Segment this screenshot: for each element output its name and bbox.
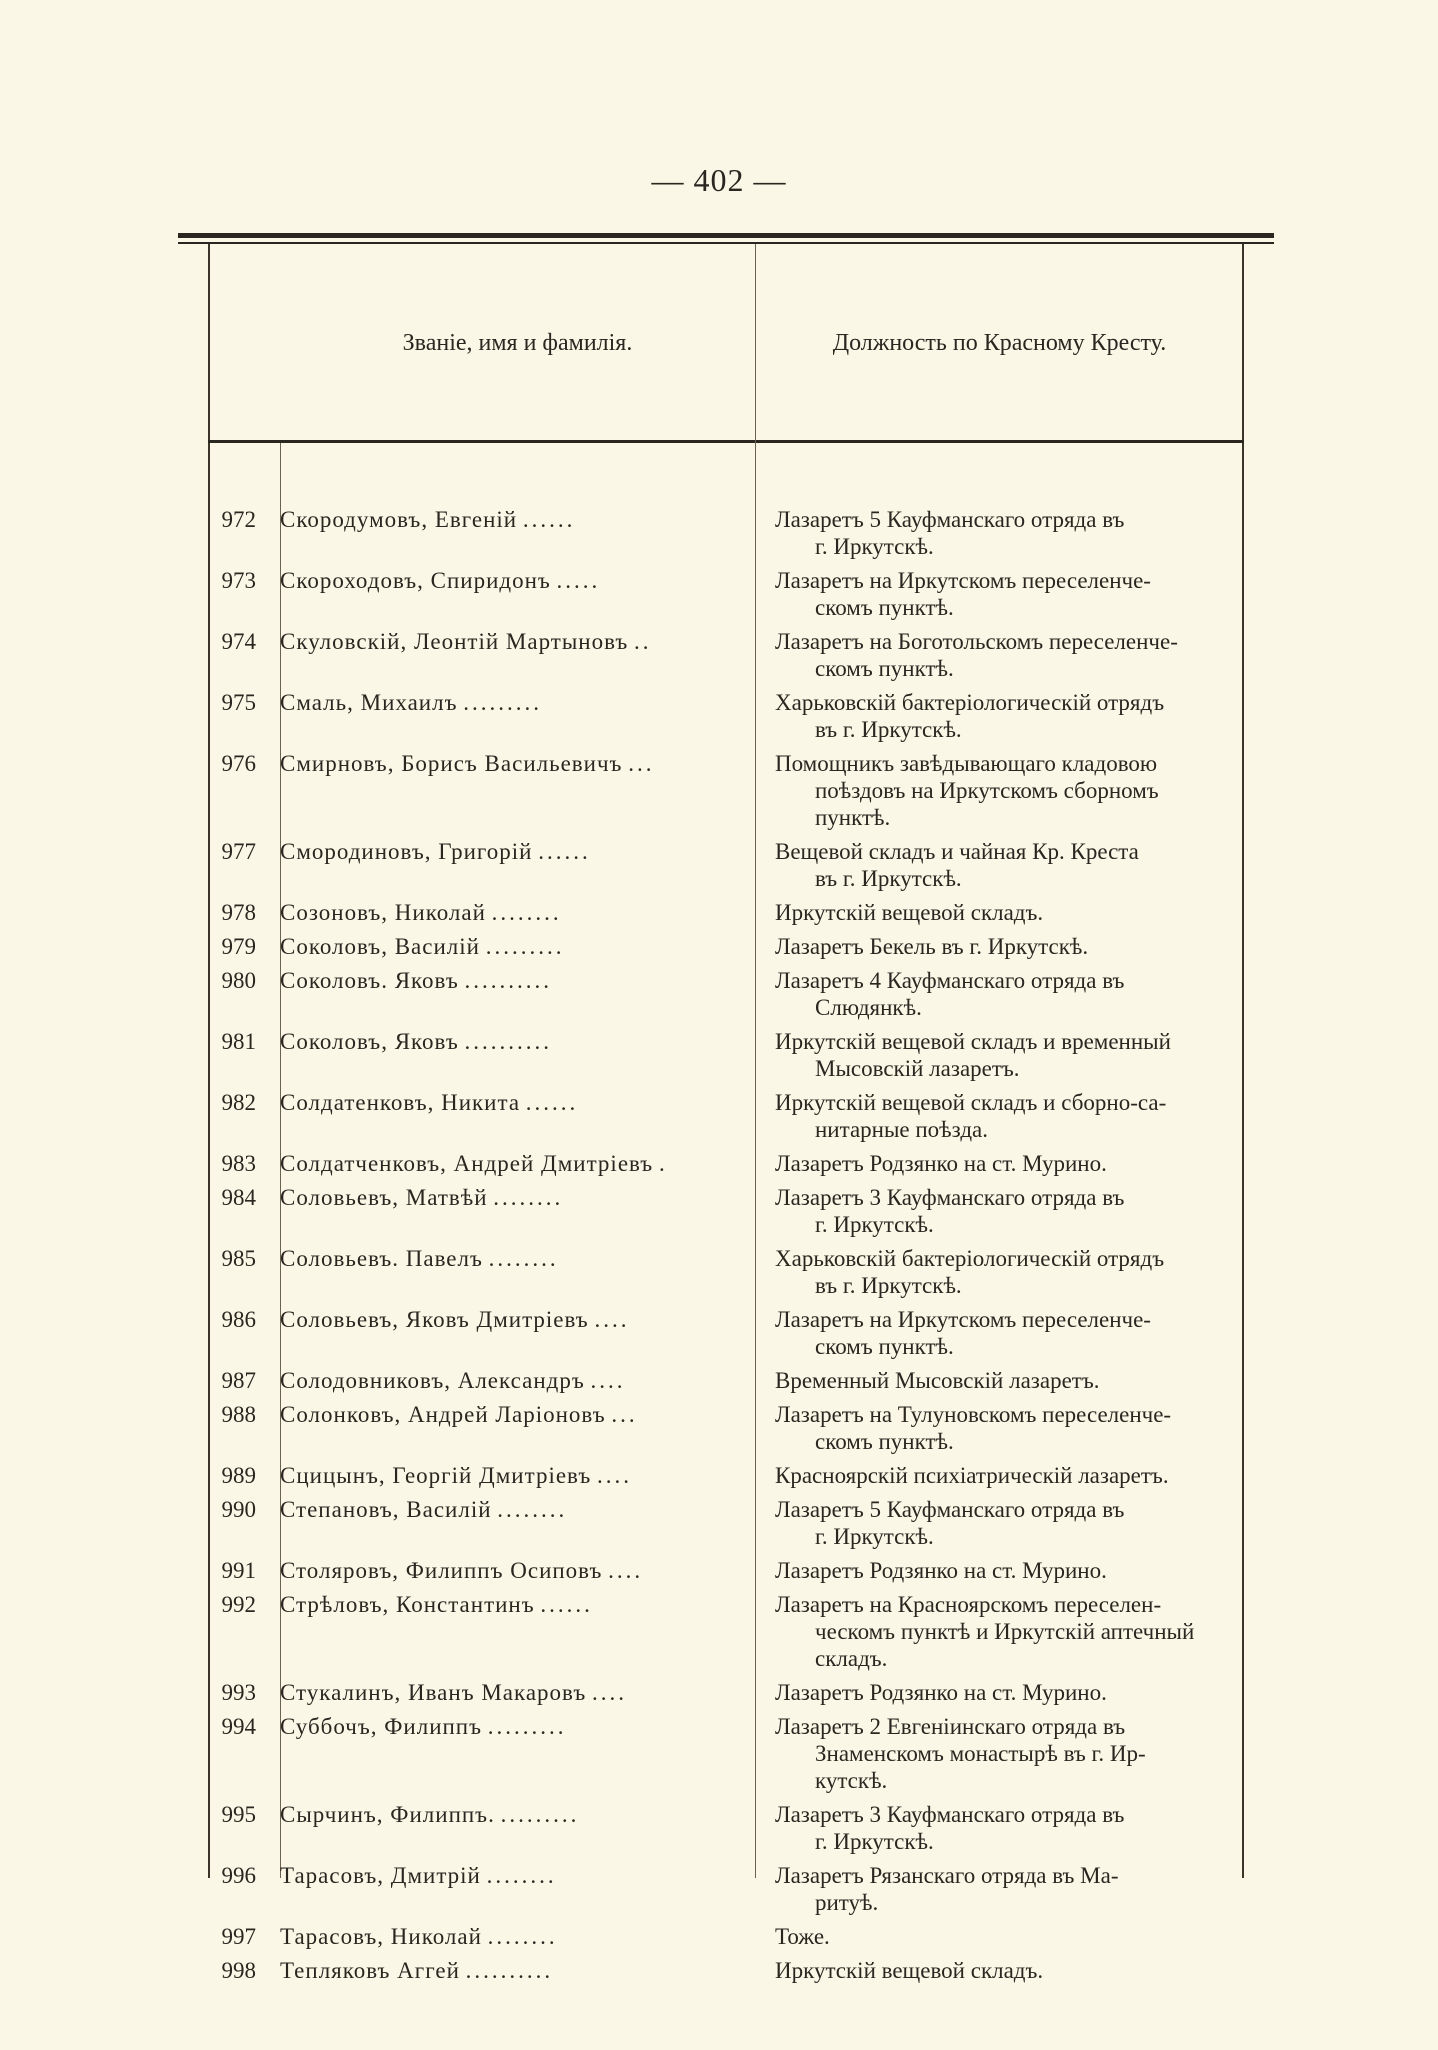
table-row (208, 967, 1244, 1021)
table-row (208, 567, 1244, 621)
leader-dots: .... (608, 1558, 644, 1583)
header-duty: Должность по Красному Кресту. (832, 330, 1167, 356)
duty-line: Лазаретъ 4 Кауфманскаго отряда въ (775, 968, 1125, 993)
table-row (208, 1401, 1244, 1455)
leader-dots: .... (590, 1368, 626, 1393)
duty-line: Лазаретъ на Иркутскомъ переселенче- (775, 568, 1151, 593)
row-name-cell (268, 1957, 755, 1984)
row-name-cell (268, 1557, 755, 1584)
table-row (208, 1713, 1244, 1794)
duty-line-continued: въ г. Иркутскѣ. (815, 717, 962, 742)
row-duty-cell (755, 1184, 1244, 1238)
row-duty-cell (755, 967, 1244, 1021)
row-name-cell (268, 1367, 755, 1394)
person-name: Суббочъ, Филиппъ (280, 1714, 483, 1739)
table-row (208, 1679, 1244, 1706)
row-name-cell (268, 567, 755, 621)
duty-line-continued: ческомъ пунктѣ и Иркутскій аптечный (815, 1619, 1195, 1644)
row-number: 980 (221, 968, 256, 993)
table-row (208, 506, 1244, 560)
row-number: 989 (221, 1463, 256, 1488)
table-row (208, 1496, 1244, 1550)
duty-line: Лазаретъ 3 Кауфманскаго отряда въ (775, 1185, 1125, 1210)
row-name-cell (268, 689, 755, 743)
row-name-cell (268, 1591, 755, 1672)
row-duty-cell (755, 1245, 1244, 1299)
duty-line: Лазаретъ Родзянко на ст. Мурино. (775, 1151, 1107, 1176)
table-row (208, 1150, 1244, 1177)
person-name: Степановъ, Василій (280, 1497, 492, 1522)
row-number: 994 (221, 1714, 256, 1739)
row-name-cell (268, 899, 755, 926)
leader-dots: ........ (493, 1185, 564, 1210)
duty-line: Вещевой складъ и чайная Кр. Креста (775, 839, 1139, 864)
leader-dots: ........ (497, 1497, 568, 1522)
leader-dots: ......... (500, 1802, 580, 1827)
row-name-cell (268, 1089, 755, 1143)
table-row (208, 628, 1244, 682)
row-number: 974 (221, 629, 256, 654)
person-name: Сырчинъ, Филиппъ. (280, 1802, 495, 1827)
top-rule-thick (178, 233, 1274, 238)
row-name-cell (268, 1923, 755, 1950)
header-name: Званіе, имя и фамилія. (402, 330, 633, 356)
duty-line-continued: Слюдянкѣ. (815, 995, 922, 1020)
row-name-cell (268, 1401, 755, 1455)
duty-line: Иркутскій вещевой складъ и временный (775, 1029, 1171, 1054)
row-duty-cell (755, 933, 1244, 960)
duty-line: Лазаретъ Рязанскаго отряда въ Ма- (775, 1863, 1119, 1888)
person-name: Тарасовъ, Николай (280, 1924, 482, 1949)
duty-line-continued: въ г. Иркутскѣ. (815, 1273, 962, 1298)
row-duty-cell (755, 1591, 1244, 1672)
row-duty-cell (755, 899, 1244, 926)
row-duty-cell (755, 1089, 1244, 1143)
row-name-cell (268, 1801, 755, 1855)
duty-line: Иркутскій вещевой складъ. (775, 1958, 1044, 1983)
row-number: 983 (221, 1151, 256, 1176)
person-name: Смаль, Михаилъ (280, 690, 458, 715)
page-number: — 402 — (651, 162, 787, 198)
row-name-cell (268, 1306, 755, 1360)
row-number: 979 (221, 934, 256, 959)
row-name-cell (268, 1496, 755, 1550)
leader-dots: .......... (464, 968, 552, 993)
person-name: Солонковъ, Андрей Ларіоновъ (280, 1402, 606, 1427)
duty-line-continued: скомъ пунктѣ. (815, 595, 954, 620)
duty-line-continued: ритуѣ. (815, 1890, 879, 1915)
table-row (208, 1923, 1244, 1950)
person-name: Солдатченковъ, Андрей Дмитріевъ (280, 1151, 654, 1176)
row-duty-cell (755, 506, 1244, 560)
row-duty-cell (755, 567, 1244, 621)
duty-line: Лазаретъ на Боготольскомъ переселенче- (775, 629, 1178, 654)
row-name-cell (268, 933, 755, 960)
duty-line: Лазаретъ на Тулуновскомъ переселенче- (775, 1402, 1172, 1427)
person-name: Стукалинъ, Иванъ Макаровъ (280, 1680, 587, 1705)
duty-line-continued: складъ. (815, 1646, 888, 1671)
row-duty-cell (755, 750, 1244, 831)
row-number: 981 (221, 1029, 256, 1054)
row-name-cell (268, 506, 755, 560)
table-row (208, 1367, 1244, 1394)
row-number: 988 (221, 1402, 256, 1427)
person-name: Соколовъ, Яковъ (280, 1029, 459, 1054)
person-name: Скуловскій, Леонтій Мартыновъ (280, 629, 629, 654)
person-name: Смородиновъ, Григорій (280, 839, 533, 864)
row-name-cell (268, 967, 755, 1021)
duty-line: Лазаретъ 3 Кауфманскаго отряда въ (775, 1802, 1125, 1827)
table-row (208, 933, 1244, 960)
row-number: 978 (221, 900, 256, 925)
row-duty-cell (755, 1462, 1244, 1489)
person-name: Созоновъ, Николай (280, 900, 486, 925)
row-duty-cell (755, 1957, 1244, 1984)
duty-line: Лазаретъ Бекель въ г. Иркутскѣ. (775, 934, 1089, 959)
row-name-cell (268, 838, 755, 892)
leader-dots: ...... (522, 507, 576, 532)
person-name: Солодовниковъ, Александръ (280, 1368, 585, 1393)
leader-dots: ........ (487, 1924, 558, 1949)
person-name: Соколовъ, Василій (280, 934, 480, 959)
person-name: Скородумовъ, Евгеній (280, 507, 518, 532)
leader-dots: ... (628, 751, 655, 776)
leader-dots: .... (596, 1463, 632, 1488)
duty-line-continued: г. Иркутскѣ. (815, 1212, 934, 1237)
duty-line: Лазаретъ 5 Кауфманскаго отряда въ (775, 1497, 1125, 1522)
header-rule (208, 440, 1244, 443)
row-number: 993 (221, 1680, 256, 1705)
leader-dots: .... (594, 1307, 630, 1332)
table-row (208, 1862, 1244, 1916)
leader-dots: ...... (525, 1090, 579, 1115)
row-number: 977 (221, 839, 256, 864)
row-duty-cell (755, 1801, 1244, 1855)
row-name-cell (268, 750, 755, 831)
person-name: Соловьевъ, Матвѣй (280, 1185, 488, 1210)
duty-line: Лазаретъ 5 Кауфманскаго отряда въ (775, 507, 1125, 532)
duty-line: Временный Мысовскій лазаретъ. (775, 1368, 1100, 1393)
duty-line-continued: скомъ пунктѣ. (815, 656, 954, 681)
table-row (208, 1028, 1244, 1082)
leader-dots: ........ (486, 1863, 557, 1888)
duty-line: Красноярскій психіатрическій лазаретъ. (775, 1463, 1169, 1488)
leader-dots: .. (634, 629, 652, 654)
leader-dots: ......... (485, 934, 565, 959)
duty-line: Иркутскій вещевой складъ и сборно-са- (775, 1090, 1167, 1115)
row-duty-cell (755, 1923, 1244, 1950)
row-duty-cell (755, 1679, 1244, 1706)
duty-line-continued: г. Иркутскѣ. (815, 1524, 934, 1549)
person-name: Сцицынъ, Георгій Дмитріевъ (280, 1463, 592, 1488)
duty-line: Помощникъ завѣдывающаго кладовою (775, 751, 1158, 776)
row-duty-cell (755, 689, 1244, 743)
row-number: 986 (221, 1307, 256, 1332)
row-name-cell (268, 628, 755, 682)
duty-line: Лазаретъ Родзянко на ст. Мурино. (775, 1680, 1107, 1705)
row-duty-cell (755, 1028, 1244, 1082)
row-number: 976 (221, 751, 256, 776)
table-row (208, 838, 1244, 892)
duty-line-continued: поѣздовъ на Иркутскомъ сборномъ (815, 778, 1159, 803)
row-name-cell (268, 1150, 755, 1177)
leader-dots: ......... (487, 1714, 567, 1739)
duty-line: Тоже. (775, 1924, 830, 1949)
table-row (208, 1184, 1244, 1238)
duty-line-continued: нитарные поѣзда. (815, 1117, 989, 1142)
duty-line-continued: скомъ пунктѣ. (815, 1334, 954, 1359)
table-row (208, 1591, 1244, 1672)
table-row (208, 1801, 1244, 1855)
leader-dots: .......... (465, 1958, 554, 1983)
duty-line: Харьковскій бактеріологическій отрядъ (775, 690, 1165, 715)
person-name: Соколовъ. Яковъ (280, 968, 459, 993)
duty-line-continued: Мысовскій лазаретъ. (815, 1056, 1020, 1081)
table-row (208, 750, 1244, 831)
row-name-cell (268, 1462, 755, 1489)
row-number: 997 (221, 1924, 256, 1949)
table-body (208, 506, 1244, 1991)
row-duty-cell (755, 1557, 1244, 1584)
leader-dots: ...... (540, 1592, 593, 1617)
row-duty-cell (755, 1367, 1244, 1394)
row-duty-cell (755, 1713, 1244, 1794)
leader-dots: ... (611, 1402, 638, 1427)
duty-line-continued: г. Иркутскѣ. (815, 1829, 934, 1854)
row-number: 992 (221, 1592, 256, 1617)
row-number: 996 (221, 1863, 256, 1888)
person-name: Стрѣловъ, Константинъ (280, 1592, 535, 1617)
row-duty-cell (755, 1306, 1244, 1360)
row-name-cell (268, 1245, 755, 1299)
row-number: 998 (221, 1958, 256, 1983)
row-number: 984 (221, 1185, 256, 1210)
row-duty-cell (755, 1496, 1244, 1550)
table-row (208, 1306, 1244, 1360)
row-name-cell (268, 1713, 755, 1794)
duty-line-continued: въ г. Иркутскѣ. (815, 866, 962, 891)
person-name: Столяровъ, Филиппъ Осиповъ (280, 1558, 603, 1583)
row-duty-cell (755, 1862, 1244, 1916)
row-name-cell (268, 1862, 755, 1916)
row-duty-cell (755, 838, 1244, 892)
row-number: 982 (221, 1090, 256, 1115)
person-name: Тарасовъ, Дмитрій (280, 1863, 481, 1888)
leader-dots: ........ (491, 900, 562, 925)
duty-line: Иркутскій вещевой складъ. (775, 900, 1044, 925)
table-row (208, 1245, 1244, 1299)
duty-line: Лазаретъ на Красноярскомъ переселен- (775, 1592, 1162, 1617)
leader-dots: . (658, 1151, 668, 1176)
row-duty-cell (755, 1150, 1244, 1177)
row-number: 973 (221, 568, 256, 593)
table-row (208, 1462, 1244, 1489)
row-number: 975 (221, 690, 256, 715)
row-name-cell (268, 1679, 755, 1706)
table-row (208, 1089, 1244, 1143)
row-duty-cell (755, 628, 1244, 682)
leader-dots: .......... (464, 1029, 552, 1054)
row-number: 995 (221, 1802, 256, 1827)
table-row (208, 1557, 1244, 1584)
person-name: Соловьевъ, Яковъ Дмитріевъ (280, 1307, 589, 1332)
row-duty-cell (755, 1401, 1244, 1455)
leader-dots: .... (591, 1680, 627, 1705)
table-row (208, 1957, 1244, 1984)
duty-line: Лазаретъ Родзянко на ст. Мурино. (775, 1558, 1107, 1583)
table-row (208, 689, 1244, 743)
duty-line-continued: г. Иркутскѣ. (815, 534, 934, 559)
duty-line: Лазаретъ 2 Евгеніинскаго отряда въ (775, 1714, 1126, 1739)
person-name: Солдатенковъ, Никита (280, 1090, 521, 1115)
row-name-cell (268, 1028, 755, 1082)
row-number: 990 (221, 1497, 256, 1522)
leader-dots: ........ (488, 1246, 559, 1271)
row-number: 972 (221, 507, 256, 532)
person-name: Соловьевъ. Павелъ (280, 1246, 483, 1271)
duty-line-continued: Знаменскомъ монастырѣ въ г. Ир- (815, 1741, 1146, 1766)
leader-dots: ...... (538, 839, 591, 864)
person-name: Скороходовъ, Спиридонъ (280, 568, 551, 593)
row-name-cell (268, 1184, 755, 1238)
duty-line-continued: кутскѣ. (815, 1768, 888, 1793)
row-number: 991 (221, 1558, 256, 1583)
duty-line-continued: скомъ пунктѣ. (815, 1429, 954, 1454)
leader-dots: ..... (556, 568, 601, 593)
duty-line: Харьковскій бактеріологическій отрядъ (775, 1246, 1165, 1271)
duty-line: Лазаретъ на Иркутскомъ переселенче- (775, 1307, 1151, 1332)
leader-dots: ......... (463, 690, 542, 715)
person-name: Тепляковъ Аггей (280, 1958, 460, 1983)
row-number: 985 (221, 1246, 256, 1271)
row-number: 987 (221, 1368, 256, 1393)
person-name: Смирновъ, Борисъ Васильевичъ (280, 751, 623, 776)
table-row (208, 899, 1244, 926)
duty-line-continued: пунктѣ. (815, 805, 891, 830)
